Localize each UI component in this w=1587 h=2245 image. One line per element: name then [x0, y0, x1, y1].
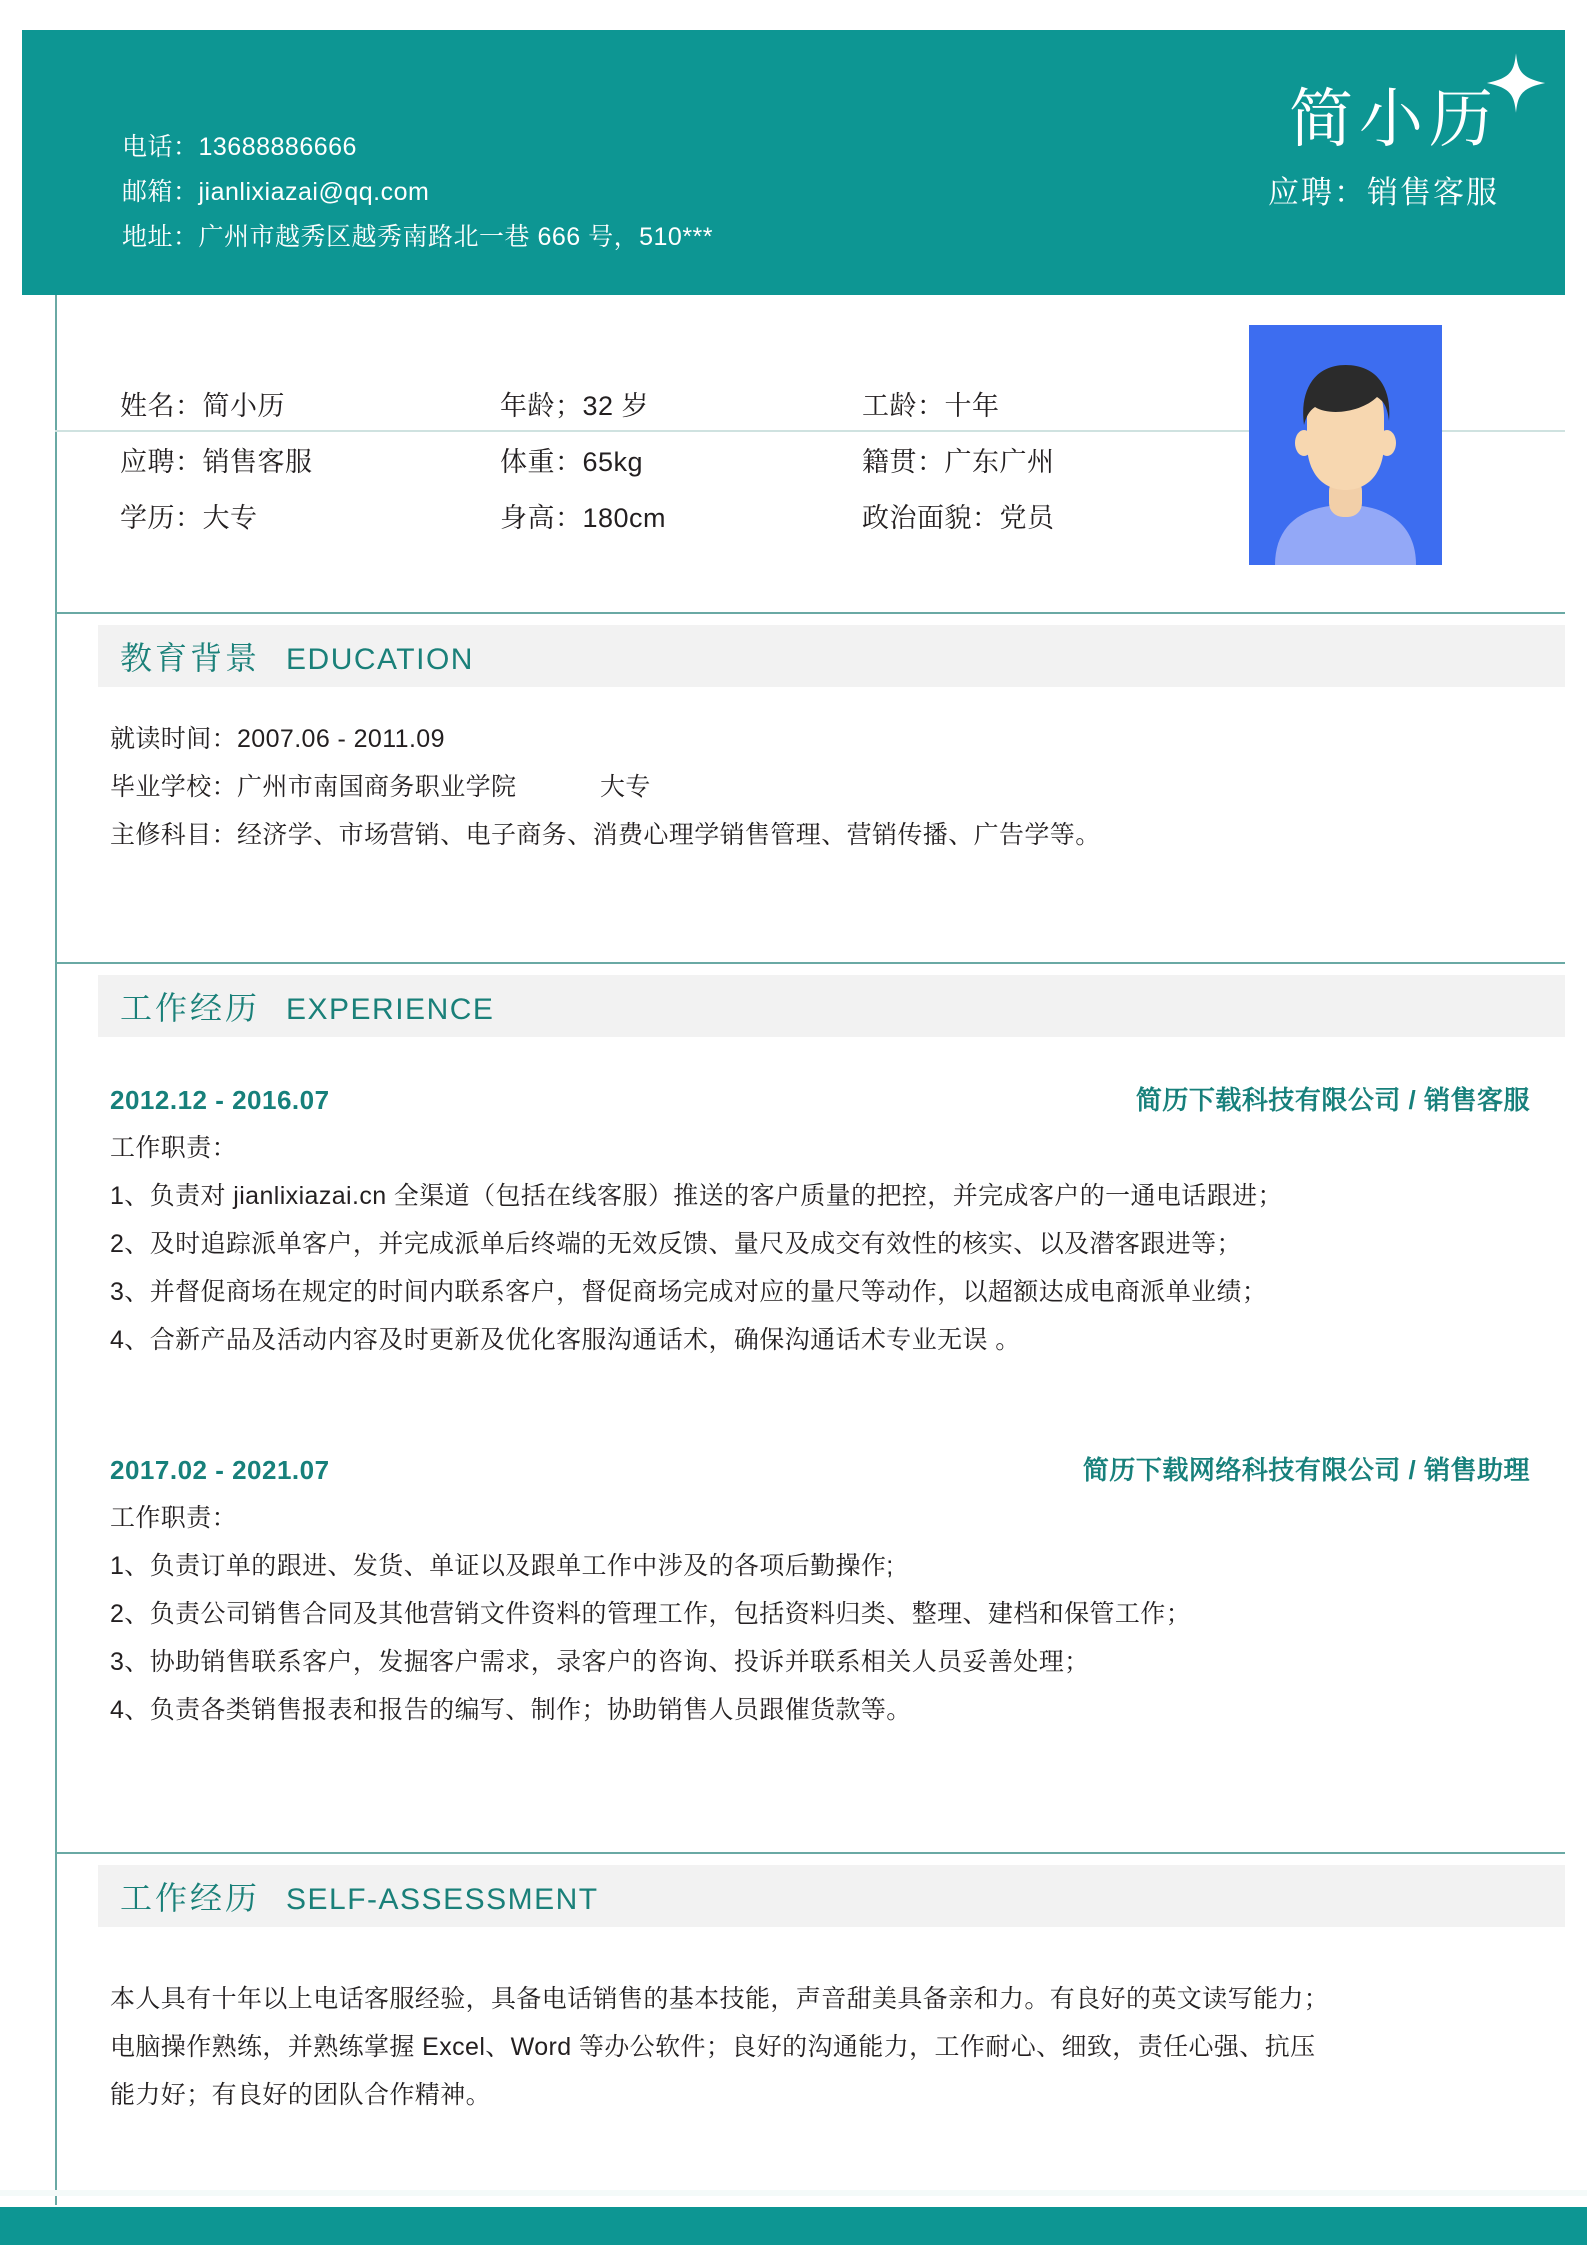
job-dates: 2017.02 - 2021.07 — [110, 1455, 330, 1485]
candidate-name: 简小历 — [1289, 83, 1499, 155]
job-duty-label: 工作职责： — [110, 1504, 238, 1532]
contact-email: 邮箱：jianlixiazai@qq.com — [122, 178, 430, 206]
applying-position: 应聘：销售客服 — [1268, 175, 1499, 210]
contact-phone: 电话：13688886666 — [122, 133, 357, 161]
section-header-self-assessment — [98, 1865, 1565, 1927]
footer-faint-band — [0, 2190, 1587, 2196]
self-assessment-line: 本人具有十年以上电话客服经验，具备电话销售的基本技能，声音甜美具备亲和力。有良好的英文读写能力； — [110, 1985, 1330, 2013]
section-title-cn-experience: 工作经历 — [120, 990, 261, 1026]
section-header-education — [98, 625, 1565, 687]
job-duties — [110, 1494, 1530, 1734]
job-bullet: 4、负责各类销售报表和报告的编写、制作；协助销售人员跟催货款等。 — [110, 1696, 912, 1724]
job-company: 简历下载科技有限公司 / 销售客服 — [1135, 1085, 1530, 1115]
footer-bar — [0, 2207, 1587, 2245]
info-row — [120, 487, 1180, 543]
job-bullet: 4、合新产品及活动内容及时更新及优化客服沟通话术，确保沟通话术专业无误 。 — [110, 1326, 1021, 1354]
self-assessment-line: 电脑操作熟练，并熟练掌握 Excel、Word 等办公软件；良好的沟通能力，工作耐心、细致，责任心强、抗压 — [110, 2033, 1316, 2061]
brand-block — [1268, 82, 1499, 216]
left-spine — [55, 295, 57, 2205]
section-title-cn-self-assessment: 工作经历 — [120, 1880, 261, 1916]
education-body — [110, 715, 1530, 859]
job-bullet: 3、并督促商场在规定的时间内联系客户，督促商场完成对应的量尺等动作，以超额达成电商派单业绩； — [110, 1278, 1268, 1306]
self-assessment-line: 能力好；有良好的团队合作精神。 — [110, 2081, 492, 2109]
sparkle-icon — [1485, 52, 1547, 114]
education-courses: 主修科目：经济学、市场营销、电子商务、消费心理学销售管理、营销传播、广告学等。 — [110, 821, 1101, 849]
job-bullet: 1、负责对 jianlixiazai.cn 全渠道（包括在线客服）推送的客户质量的把控，并完成客户的一通电话跟进； — [110, 1182, 1283, 1210]
job-duty-label: 工作职责： — [110, 1134, 238, 1162]
info-position: 应聘：销售客服 — [120, 446, 313, 477]
job-bullet: 1、负责订单的跟进、发货、单证以及跟单工作中涉及的各项后勤操作; — [110, 1552, 894, 1580]
job-bullet: 2、负责公司销售合同及其他营销文件资料的管理工作，包括资料归类、整理、建档和保管工作； — [110, 1600, 1192, 1628]
personal-info-table — [120, 375, 1180, 543]
contact-block — [122, 125, 713, 260]
info-education: 学历：大专 — [120, 502, 258, 533]
info-name: 姓名：简小历 — [120, 390, 285, 421]
section-title-en-self-assessment: SELF-ASSESSMENT — [286, 1883, 599, 1916]
section-title-en-education: EDUCATION — [286, 643, 474, 676]
job-duties — [110, 1124, 1530, 1364]
info-height: 身高：180cm — [500, 502, 667, 533]
info-row — [120, 431, 1180, 487]
divider-above-self-assessment — [55, 1852, 1565, 1854]
info-age: 年龄；32 岁 — [500, 390, 650, 421]
job-header — [110, 1080, 1530, 1117]
info-hometown: 籍贯：广东广州 — [862, 446, 1055, 477]
self-assessment-body — [110, 1975, 1530, 2119]
job-bullet: 3、协助销售联系客户，发掘客户需求，录客户的咨询、投诉并联系相关人员妥善处理； — [110, 1648, 1090, 1676]
info-politics: 政治面貌：党员 — [862, 502, 1055, 533]
info-tenure: 工龄：十年 — [862, 390, 1000, 421]
job-header — [110, 1450, 1530, 1487]
avatar — [1249, 325, 1442, 565]
job-bullet: 2、及时追踪派单客户，并完成派单后终端的无效反馈、量尺及成交有效性的核实、以及潜客跟进等； — [110, 1230, 1242, 1258]
contact-address: 地址：广州市越秀区越秀南路北一巷 666 号，510*** — [122, 223, 714, 251]
education-school: 毕业学校：广州市南国商务职业学院 大专 — [110, 773, 651, 801]
header-banner — [22, 30, 1565, 295]
education-dates: 就读时间：2007.06 - 2011.09 — [110, 725, 445, 753]
avatar-illustration — [1249, 325, 1442, 565]
job-dates: 2012.12 - 2016.07 — [110, 1085, 330, 1115]
divider-above-education — [55, 612, 1565, 614]
section-title-cn-education: 教育背景 — [120, 640, 261, 676]
section-title-en-experience: EXPERIENCE — [286, 993, 495, 1026]
info-row — [120, 375, 1180, 431]
info-weight: 体重：65kg — [500, 446, 644, 477]
job-company: 简历下载网络科技有限公司 / 销售助理 — [1082, 1455, 1530, 1485]
divider-above-experience — [55, 962, 1565, 964]
section-header-experience — [98, 975, 1565, 1037]
